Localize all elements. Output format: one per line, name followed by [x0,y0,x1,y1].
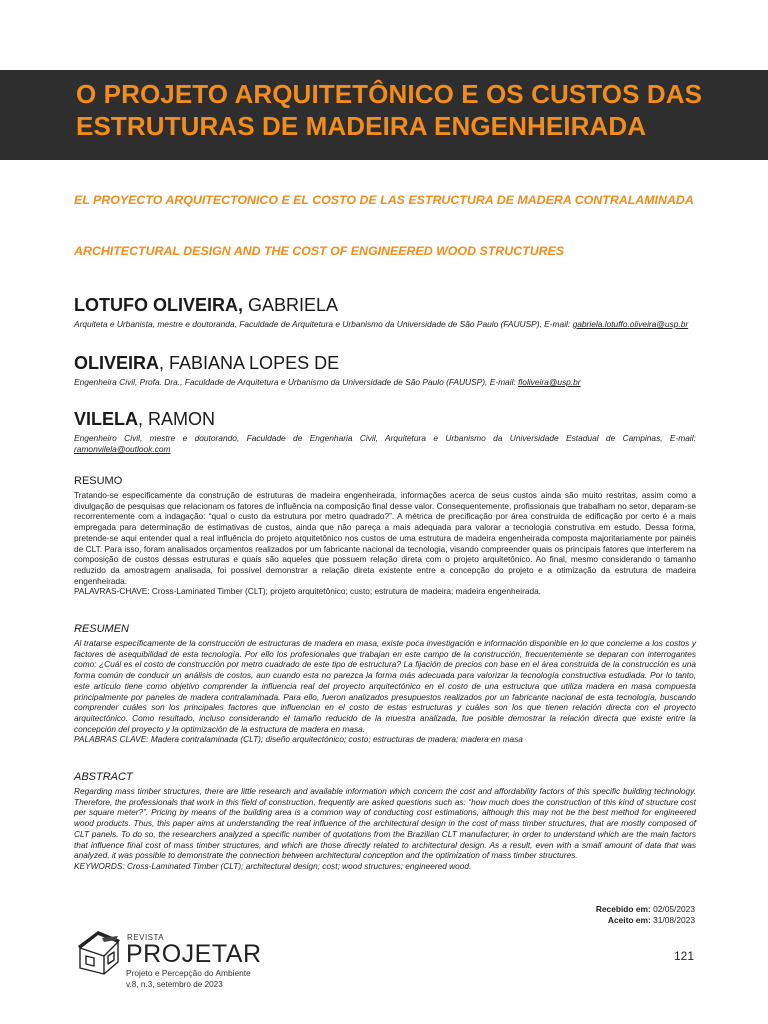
affiliation-text: Arquiteta e Urbanista, mestre e doutoranda, Faculdade de Arquitetura e Urbanismo da Universidade de São Paulo (FAUUSP), E-mail: [74,319,573,329]
resumen-keywords: PALABRAS CLAVE: Madera contralaminada (CLT); diseño arquitectónico; costo; estructuras de madera; madera en masa [74,734,523,745]
resumo-heading: RESUMO [74,475,123,487]
author-surname: LOTUFO OLIVEIRA, [74,295,243,315]
submission-dates [596,904,695,926]
journal-subtitle: Projeto e Percepção do Ambiente [126,968,251,978]
article-title-line-2: ESTRUTURAS DE MADEIRA ENGENHEIRADA [76,111,647,141]
logo-revista-text: REVISTA [127,933,165,942]
author-email-link[interactable]: gabriela.lotuffo.oliveira@usp.br [572,319,689,329]
accepted-value: 31/08/2023 [650,915,695,925]
author-surname: VILELA [74,409,139,429]
journal-name: PROJETAR [126,940,262,968]
journal-logo [74,926,274,996]
article-title [76,78,716,142]
author-surname: OLIVEIRA [74,353,160,373]
resumen-text: Al tratarse específicamente de la construcción de estructuras de madera en masa, existe poca investigación e información disponible en lo que concierne a los costos y factores de asequibilidad de esta tecnología. Por ello los profesionales que trabajan en este campo de la construcción, frecuentemente se deparan con interrogantes como: ¿Cuál es el costo de construcción por metro cuadrado de este tipo de estructura? La fijación de precios con base en el área construida de la construcción es una forma común de conducir un análisis de costos, aun cuando esta no parezca la forma más adecuada para valorizar la tecnología constructiva estudiada. Por lo tanto, este artículo tiene como objetivo comprender la influencia real del proyecto arquitectónico en el costo de una estructura que utiliza madera en masa compuesta principalmente por paneles de madera contralaminada. Para ello, fueron analizados presupuestos realizados por un fabricante nacional de esta tecnología, buscando comprender cuáles son los principales factores que influencian en el costo de estas estructuras y cuáles son los que tienen relación directa con el proyecto arquitectónico. Como resultado, incluso considerando el tamaño reducido de la muestra analizada, fue posible demostrar la relación directa que existe entre la concepción del proyecto y la optimización de la estructura de madera en masa. [74,638,696,734]
english-title: ARCHITECTURAL DESIGN AND THE COST OF ENGINEERED WOOD STRUCTURES [74,244,565,258]
author-email-link[interactable]: floliveira@usp.br [518,377,581,387]
author-given-name: , FABIANA LOPES DE [159,353,340,373]
author-name [74,352,696,374]
article-title-line-1: O PROJETO ARQUITETÔNICO E OS CUSTOS DAS [76,79,703,109]
received-label: Recebido em: [595,904,651,914]
author-email-link[interactable]: ramonvilela@outlook.com [74,444,171,454]
received-value: 02/05/2023 [650,904,695,914]
resumen-section [74,623,696,745]
house-sketch-logo-icon [74,926,126,978]
affiliation-text: Engenheiro Civil, mestre e doutorando, Faculdade de Engenharia Civil, Arquitetura e Urbanismo da Universidade Estadual de Campinas, E-mail: [74,433,696,443]
abstract-heading: ABSTRACT [74,771,133,783]
author-name [74,294,696,316]
spanish-title: EL PROYECTO ARQUITECTONICO E EL COSTO DE LAS ESTRUCTURA DE MADERA CONTRALAMINADA [74,193,694,207]
affiliation-text: Engenheira Civil, Profa. Dra., Faculdade de Arquitetura e Urbanismo da Universidade de São Paulo (FAUUSP), E-mail: [74,377,519,387]
author-given-name: , RAMON [138,409,216,429]
author-block [74,294,696,330]
author-block [74,408,696,455]
received-date [596,904,695,915]
abstract-text: Regarding mass timber structures, there are little research and available information which concern the cost and affordability factors of this specific building technology. Therefore, the professionals that work in this field of construction, frequently are asked questions such as: “how much does the construction of this kind of structure cost per square meter?”. Pricing by means of the building area is a common way of conducting cost estimations, although this may not be the best method for engineered wood products. Thus, this paper aims at understanding the real influence of the architectural design in the cost of mass timber structures, that are mostly composed of CLT panels. To do so, the researchers analyzed a specific number of quotations from the Brazilian CLT manufacturer, in order to understand which are the main factors that influence final cost of mass timber structures, and which are those directly related to architectural design. As a result, even with a small amount of data that was analyzed, it was possible to demonstrate the connection between architectural conception and the optimization of mass timber structures. [74,786,696,861]
abstract-section [74,771,696,872]
author-affiliation [74,377,696,388]
author-block [74,352,696,388]
resumo-keywords: PALAVRAS-CHAVE: Cross-Laminated Timber (CLT); projeto arquitetônico; custo; estrutura de madeira; madeira engenheirada. [74,586,541,597]
journal-volume: v.8, n.3, setembro de 2023 [126,980,223,989]
abstract-keywords: KEYWORDS: Cross-Laminated Timber (CLT); architectural design; cost; wood structures; engineered wood. [74,860,472,871]
author-given-name: GABRIELA [243,295,339,315]
author-name [74,408,696,430]
resumo-section [74,475,696,597]
resumo-text: Tratando-se especificamente da construção de estruturas de madeira engenheirada, informações acerca de seus custos ainda são muito restritas, assim como a divulgação de pesquisas que relacionam os fatores de influência na composição final desse valor. Consequentemente, profissionais que trabalham no setor, deparam-se recorrentemente com a indagação: “qual o custo da estrutura por metro quadrado?”. A métrica de precificação por área construída de edificação por certo é a mais empregada para determinação de estimativas de custos, ainda que não pareça a mais adequada para valorar a tecnologia construtiva em estudo. Dessa forma, pretende-se aqui entender qual a real influência do projeto arquitetônico nos custos de uma estrutura de madeira engenheirada composta majoritariamente por painéis de CLT. Para isso, foram analisados orçamentos realizados por um fabricante nacional da tecnologia, visando compreender quais os principais fatores que interferem na composição de custos dessas estruturas e quais são aqueles que possuem relação direta com o projeto arquitetônico. Ao final, mesmo considerando o tamanho reduzido da amostragem analisada, foi possível demonstrar a relação direta existente entre a concepção do projeto e a otimização da estrutura de madeira engenheirada. [74,490,696,586]
page-number: 121 [673,949,694,963]
author-affiliation [74,433,696,455]
author-affiliation [74,319,696,330]
accepted-date [596,915,695,926]
resumen-heading: RESUMEN [74,623,130,635]
accepted-label: Aceito em: [607,915,651,925]
